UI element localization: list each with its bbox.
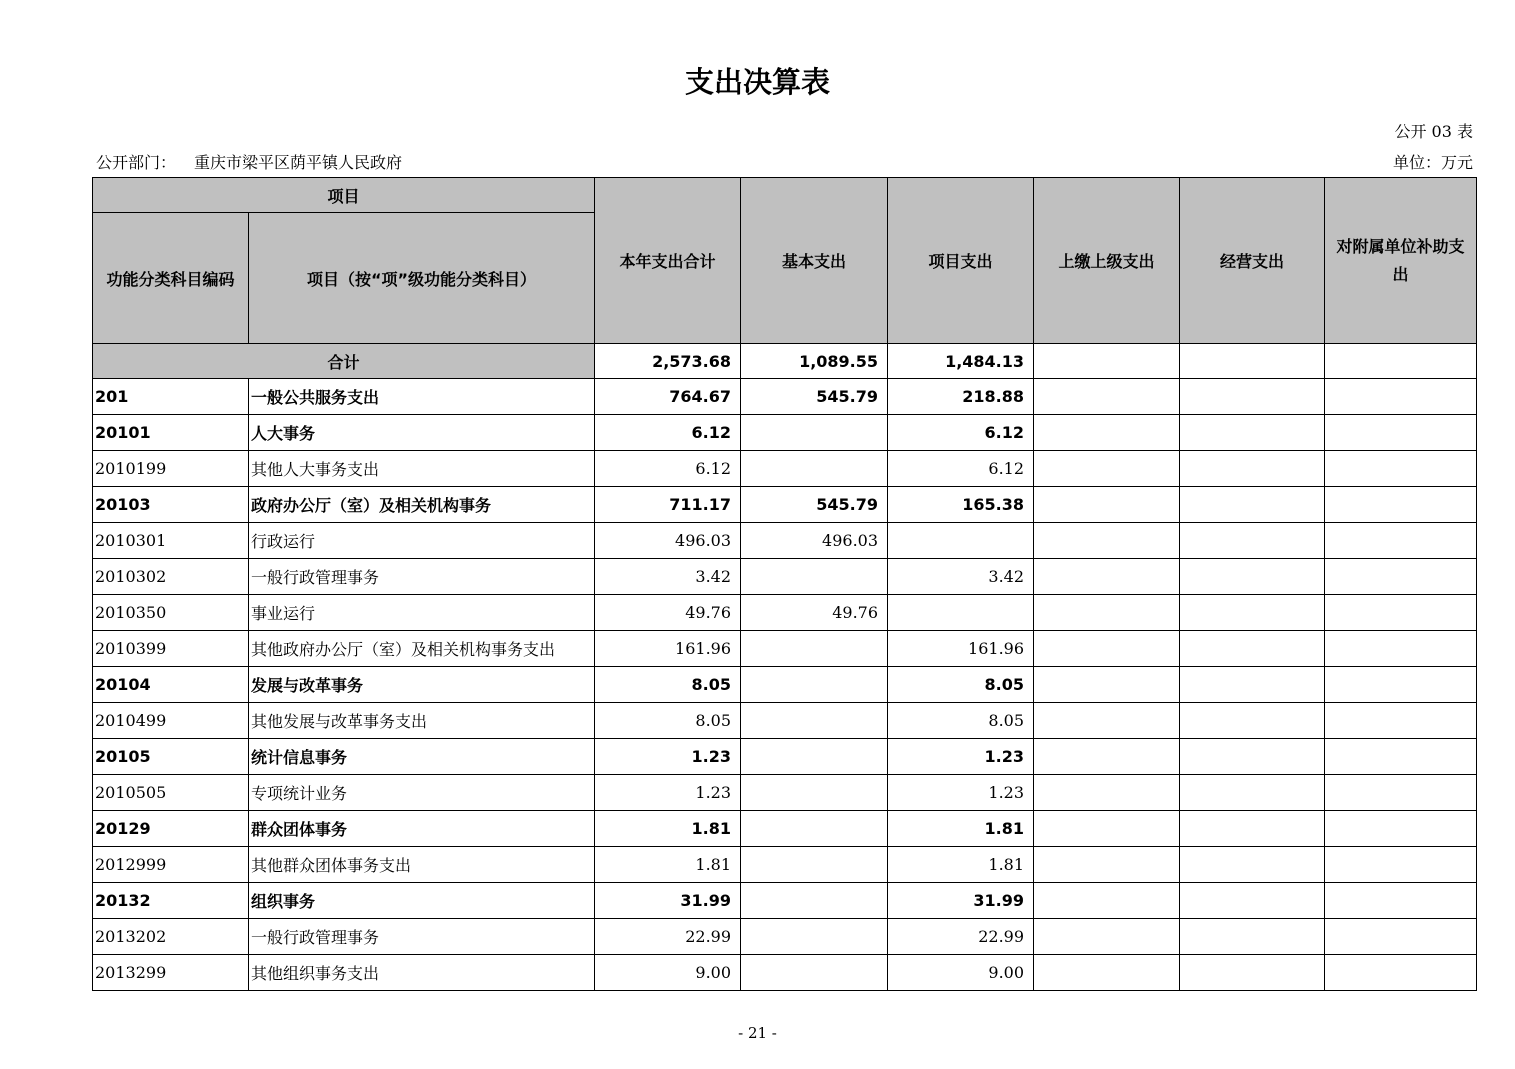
subsidy-cell [1325,919,1477,955]
name-cell: 其他群众团体事务支出 [249,847,595,883]
code-cell: 20103 [93,487,249,523]
basic-cell [741,703,888,739]
upper-cell [1034,595,1180,631]
basic-cell [741,739,888,775]
business-cell [1180,811,1325,847]
total-label: 合计 [93,344,595,379]
table-row [93,523,1477,559]
name-cell: 组织事务 [249,883,595,919]
upper-cell [1034,703,1180,739]
basic-cell [741,775,888,811]
upper-cell [1034,415,1180,451]
business-cell [1180,703,1325,739]
project-cell: 165.38 [888,487,1034,523]
code-cell: 2010505 [93,775,249,811]
project-cell: 6.12 [888,451,1034,487]
basic-cell: 496.03 [741,523,888,559]
total-cell: 1.81 [595,811,741,847]
department-label: 公开部门： [96,153,177,172]
name-cell: 其他发展与改革事务支出 [249,703,595,739]
unit-label: 单位：万元 [1392,153,1473,172]
basic-cell [741,847,888,883]
subsidy-cell [1325,955,1477,991]
total-cell: 8.05 [595,703,741,739]
upper-cell [1034,523,1180,559]
total-cell: 711.17 [595,487,741,523]
business-cell [1180,667,1325,703]
table-row [93,703,1477,739]
table-row [93,451,1477,487]
name-cell: 行政运行 [249,523,595,559]
business-cell [1180,847,1325,883]
business-cell [1180,955,1325,991]
page-number: - 21 - [738,1024,777,1042]
business-cell [1180,415,1325,451]
upper-cell [1034,451,1180,487]
total-cell: 764.67 [595,379,741,415]
project-cell: 1.23 [888,775,1034,811]
header-business: 经营支出 [1180,178,1325,344]
basic-cell: 1,089.55 [741,344,888,379]
subsidy-cell [1325,703,1477,739]
business-cell [1180,631,1325,667]
basic-cell [741,415,888,451]
table-row [93,415,1477,451]
name-cell: 其他组织事务支出 [249,955,595,991]
table-row [93,811,1477,847]
business-cell [1180,883,1325,919]
total-cell: 161.96 [595,631,741,667]
basic-cell: 49.76 [741,595,888,631]
project-cell: 9.00 [888,955,1034,991]
total-cell: 31.99 [595,883,741,919]
business-cell [1180,379,1325,415]
code-cell: 20105 [93,739,249,775]
total-cell: 6.12 [595,451,741,487]
code-cell: 2010199 [93,451,249,487]
name-cell: 政府办公厅（室）及相关机构事务 [249,487,595,523]
name-cell: 其他人大事务支出 [249,451,595,487]
basic-cell [741,667,888,703]
table-row [93,631,1477,667]
name-cell: 一般行政管理事务 [249,559,595,595]
code-cell: 2013299 [93,955,249,991]
code-cell: 20129 [93,811,249,847]
code-cell: 2010399 [93,631,249,667]
total-cell: 22.99 [595,919,741,955]
upper-cell [1034,344,1180,379]
total-cell: 1.81 [595,847,741,883]
subsidy-cell [1325,451,1477,487]
subsidy-cell [1325,487,1477,523]
page-title: 支出决算表 [684,65,830,99]
total-cell: 2,573.68 [595,344,741,379]
table-row [93,919,1477,955]
header-project-expenditure: 项目支出 [888,178,1034,344]
subsidy-cell [1325,739,1477,775]
total-cell: 1.23 [595,739,741,775]
table-row [93,379,1477,415]
basic-cell [741,451,888,487]
business-cell [1180,523,1325,559]
total-cell: 9.00 [595,955,741,991]
upper-cell [1034,559,1180,595]
header-project: 项目 [93,178,595,213]
code-cell: 2010302 [93,559,249,595]
business-cell [1180,595,1325,631]
code-cell: 2012999 [93,847,249,883]
code-cell: 20104 [93,667,249,703]
subsidy-cell [1325,883,1477,919]
table-row [93,883,1477,919]
total-cell: 3.42 [595,559,741,595]
upper-cell [1034,667,1180,703]
project-cell: 8.05 [888,703,1034,739]
expenditure-table [92,177,1477,991]
name-cell: 事业运行 [249,595,595,631]
department-name: 重庆市梁平区荫平镇人民政府 [194,153,403,172]
project-cell: 1,484.13 [888,344,1034,379]
project-cell: 1.23 [888,739,1034,775]
project-cell: 3.42 [888,559,1034,595]
table-row [93,487,1477,523]
business-cell [1180,344,1325,379]
business-cell [1180,487,1325,523]
header-name: 项目（按“项”级功能分类科目） [249,213,595,344]
subsidy-cell [1325,415,1477,451]
table-row [93,775,1477,811]
code-cell: 20101 [93,415,249,451]
basic-cell [741,919,888,955]
project-cell: 8.05 [888,667,1034,703]
table-row [93,559,1477,595]
upper-cell [1034,811,1180,847]
upper-cell [1034,379,1180,415]
basic-cell: 545.79 [741,379,888,415]
basic-cell [741,883,888,919]
basic-cell: 545.79 [741,487,888,523]
table-row [93,667,1477,703]
project-cell: 1.81 [888,847,1034,883]
name-cell: 人大事务 [249,415,595,451]
code-cell: 201 [93,379,249,415]
code-cell: 2010350 [93,595,249,631]
basic-cell [741,559,888,595]
project-cell: 1.81 [888,811,1034,847]
subsidy-cell [1325,523,1477,559]
upper-cell [1034,919,1180,955]
form-number: 公开 03 表 [1394,122,1473,141]
upper-cell [1034,487,1180,523]
upper-cell [1034,775,1180,811]
header-upper-payment: 上缴上级支出 [1034,178,1180,344]
total-cell: 6.12 [595,415,741,451]
upper-cell [1034,883,1180,919]
code-cell: 2010301 [93,523,249,559]
total-cell: 1.23 [595,775,741,811]
subsidy-cell [1325,559,1477,595]
name-cell: 专项统计业务 [249,775,595,811]
basic-cell [741,811,888,847]
total-cell: 49.76 [595,595,741,631]
total-cell: 8.05 [595,667,741,703]
subsidy-cell [1325,847,1477,883]
table-row [93,739,1477,775]
subsidy-cell [1325,775,1477,811]
business-cell [1180,451,1325,487]
project-cell [888,595,1034,631]
subsidy-cell [1325,595,1477,631]
project-cell [888,523,1034,559]
name-cell: 统计信息事务 [249,739,595,775]
code-cell: 20132 [93,883,249,919]
project-cell: 22.99 [888,919,1034,955]
header-total: 本年支出合计 [595,178,741,344]
subsidy-cell [1325,667,1477,703]
project-cell: 6.12 [888,415,1034,451]
business-cell [1180,919,1325,955]
name-cell: 其他政府办公厅（室）及相关机构事务支出 [249,631,595,667]
header-subsidy: 对附属单位补助支出 [1325,178,1477,344]
header-basic: 基本支出 [741,178,888,344]
project-cell: 161.96 [888,631,1034,667]
name-cell: 一般公共服务支出 [249,379,595,415]
business-cell [1180,559,1325,595]
name-cell: 发展与改革事务 [249,667,595,703]
subsidy-cell [1325,631,1477,667]
subsidy-cell [1325,811,1477,847]
table-row [93,955,1477,991]
header-code: 功能分类科目编码 [93,213,249,344]
basic-cell [741,631,888,667]
name-cell: 一般行政管理事务 [249,919,595,955]
basic-cell [741,955,888,991]
project-cell: 218.88 [888,379,1034,415]
subsidy-cell [1325,344,1477,379]
upper-cell [1034,739,1180,775]
total-row [93,344,1477,379]
table-row [93,595,1477,631]
table-row [93,847,1477,883]
upper-cell [1034,847,1180,883]
subsidy-cell [1325,379,1477,415]
business-cell [1180,739,1325,775]
code-cell: 2010499 [93,703,249,739]
total-cell: 496.03 [595,523,741,559]
project-cell: 31.99 [888,883,1034,919]
name-cell: 群众团体事务 [249,811,595,847]
upper-cell [1034,631,1180,667]
upper-cell [1034,955,1180,991]
code-cell: 2013202 [93,919,249,955]
business-cell [1180,775,1325,811]
